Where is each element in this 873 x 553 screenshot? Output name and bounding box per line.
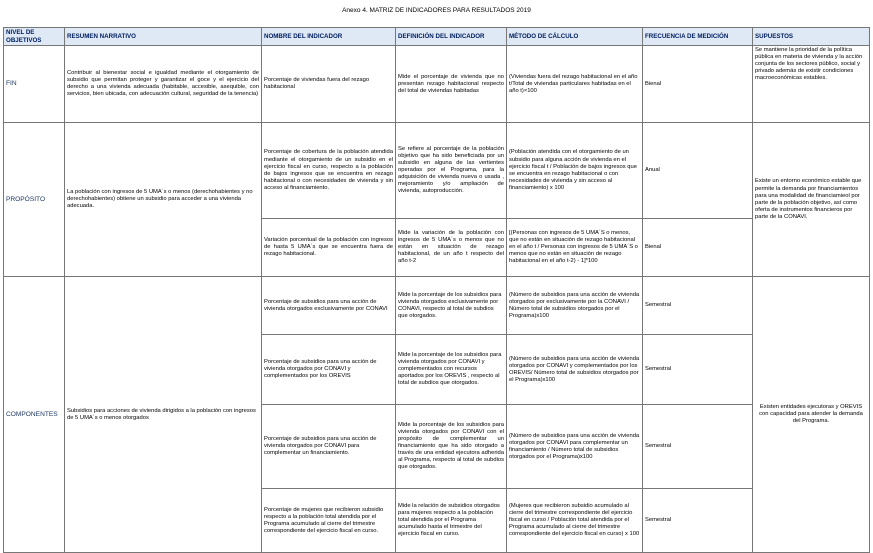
- componentes-definicion-2: Mide la porcentaje de los subsidios para vivienda otorgados por CONAVI y complementados con recursos aportados por los OREVIS , respecto al total de subdios que otorgados.: [396, 335, 507, 405]
- componentes-definicion-4: Mide la relación de subsidios otorgados para mujeres respecto a la población total atendida por el Programa acumulado hasta el trimestre del ejercicio fiscal en curso.: [396, 489, 507, 553]
- componentes-nombre-4: Porcentaje de mujeres que recibieron subsidio respecto a la población total atendida por el Programa acumulado al cierre del trimestre correspondiente del ejercicio fiscal en curso.: [262, 489, 396, 553]
- fin-resumen: Contribuir al bienestar social e igualdad mediante el otorgamiento de subsidio que permitan proteger y garantizar el goce y el ejercicio del derecho a una vivienda adecuada (habitable, accesible, asequible, con servicios, bien ubicada, con adecuación cultural, seguridad de la tenencia): [65, 46, 262, 123]
- componentes-metodo-2: (Número de subsidios para una acción de vivienda otorgados por CONAVI y complementados por los OREVIS/ Número total de subsidios otorgados por el Programa)x100: [507, 335, 643, 405]
- componentes-definicion-1: Mide la porcentaje de los subsidios para vivienda otorgados exclusivamente por CONAVI, respecto al total de subdios que otorgados.: [396, 277, 507, 335]
- document-title: Anexo 4. MATRIZ DE INDICADORES PARA RESULTADOS 2019: [342, 7, 531, 14]
- proposito-metodo-2: [(Personas con ingresos de 5 UMA´S o menos, que no están en situación de rezago habitacional en el año t / Personas con ingresos de 5 UMA´S o menos que no están en situación de rezago habitacional en el año t-2) - 1]*100: [507, 219, 643, 277]
- fin-frecuencia: Bienal: [643, 46, 753, 123]
- proposito-definicion-2: Mide la variación de la población con ingresos de 5 UMA´s o menos que no están en situación de rezago habitacional, de un año t respecto del año t-2: [396, 219, 507, 277]
- proposito-row-1: [4, 123, 870, 219]
- fin-nombre: Porcentaje de viviendas fuera del rezago habitacional: [262, 46, 396, 123]
- fin-supuestos: Se mantiene la prioridad de la política pública en materia de vivienda y la acción conjunta de los sectores público, social y privado además de existir condiciones macroeconómicas estables.: [753, 46, 870, 123]
- componentes-nombre-1: Porcentaje de subsidios para una acción de vivienda otorgados exclusivamente por CONAVI: [262, 277, 396, 335]
- componentes-nombre-3: Porcentaje de subsidios para una acción de vivienda otorgados por CONAVI para complementar un financiamiento.: [262, 405, 396, 489]
- header-resumen: RESUMEN NARRATIVO: [65, 28, 262, 46]
- componentes-nivel: COMPONENTES: [4, 277, 65, 553]
- componentes-frecuencia-4: Semestral: [643, 489, 753, 553]
- proposito-nombre-1: Porcentaje de cobertura de la población atendida mediante el otorgamiento de un subsidio en el ejercicio fiscal en curso, respecto a la población de bajos ingresos que se encuentra en rezago habitacional o con necesidades de vivienda y sin acceso al financiamiento.: [262, 123, 396, 219]
- fin-metodo: (Viviendas fuera del rezago habitacional en el año t/Total de viviendas particulares habitadas en el año t)×100: [507, 46, 643, 123]
- proposito-definicion-1: Se refiere al porcentaje de la población objetivo que ha sido beneficiada por un subsidio en alguna de las vertientes operadas por el Programa, para la adquisición de vivienda nueva o usada , mejoramiento y/o ampliación de vivienda, autoproducción.: [396, 123, 507, 219]
- header-nombre: NOMBRE DEL INDICADOR: [262, 28, 396, 46]
- componentes-row-1: [4, 277, 870, 335]
- fin-row: [4, 46, 870, 123]
- componentes-frecuencia-3: Semestral: [643, 405, 753, 489]
- proposito-metodo-1: (Población atendida con el otorgamiento de un subsidio para alguna acción de vivienda en el ejercicio fiscal t / Población de bajos ingresos que se encuentra en rezago habitacional o con necesidades de vivienda y sin acceso al financiamiento) x 100: [507, 123, 643, 219]
- proposito-frecuencia-2: Bienal: [643, 219, 753, 277]
- proposito-nombre-2: Variación porcentual de la población con ingresos de hasta 5 UMA´s que se encuentra fuera de rezago habitacional.: [262, 219, 396, 277]
- componentes-resumen: Subsidios para acciones de vivienda dirigidos a la población con ingresos de 5 UMA´s o menos otorgados: [65, 277, 262, 553]
- componentes-nombre-2: Porcentaje de subsidios para una acción de vivienda otorgados por CONAVI y complementados por los OREVIS: [262, 335, 396, 405]
- header-nivel: NIVEL DE OBJETIVOS: [4, 28, 65, 46]
- componentes-supuestos: Existen entidades ejecutoras y OREVIS con capacidad para atender la demanda del Programa.: [753, 277, 870, 553]
- componentes-metodo-3: (Número de subsidios para una acción de vivienda otorgados por CONAVI para complementar un financiamiento / Número total de subsidios otorgados por el Programa)x100: [507, 405, 643, 489]
- fin-nivel: FIN: [4, 46, 65, 123]
- header-row: [4, 28, 870, 46]
- componentes-frecuencia-2: Semestral: [643, 335, 753, 405]
- header-supuestos: SUPUESTOS: [753, 28, 870, 46]
- header-metodo: MÉTODO DE CÁLCULO: [507, 28, 643, 46]
- header-definicion: DEFINICIÓN DEL INDICADOR: [396, 28, 507, 46]
- componentes-metodo-4: (Mujeres que recibieron subsidio acumulado al cierre del trimestre correspondiente del ejercicio fiscal en curso / Población total atendida por el Programa acumulado al cierre del trimestre correspondiente del ejercicio fiscal en curso) x 100: [507, 489, 643, 553]
- proposito-frecuencia-1: Anual: [643, 123, 753, 219]
- componentes-definicion-3: Mide la porcentaje de los subsidios para vivienda otorgados por CONAVI con el propósito de complementar un financiamiento que ha sido otorgado a través de una entidad ejecutora adherida al Programa, respecto al total de subdios que otorgados.: [396, 405, 507, 489]
- componentes-frecuencia-1: Semestral: [643, 277, 753, 335]
- header-frecuencia: FRECUENCIA DE MEDICIÓN: [643, 28, 753, 46]
- componentes-metodo-1: (Número de subsidios para una acción de vivienda otorgados por exclusivamente por la CONAVI / Número total de subsidios otorgados por el Programa)x100: [507, 277, 643, 335]
- proposito-resumen: La población con ingresos de 5 UMA´s o menos (derechohabientes y no derechohabientes) obtiene un subsidio para acceder a una vivienda adecuada.: [65, 123, 262, 277]
- indicator-matrix-table: [3, 27, 870, 553]
- fin-definicion: Mide el porcentaje de vivienda que no presentan rezago habitacional respecto del total de viviendas habitadas: [396, 46, 507, 123]
- proposito-nivel: PROPÓSITO: [4, 123, 65, 277]
- proposito-supuestos: Existe un entorno económico estable que permite la demanda por financiamientos para una modalidad de financiamieol por parte de la población objetivo, así como oferta de instrumentos financieros por parte de la CONAVI.: [753, 123, 870, 277]
